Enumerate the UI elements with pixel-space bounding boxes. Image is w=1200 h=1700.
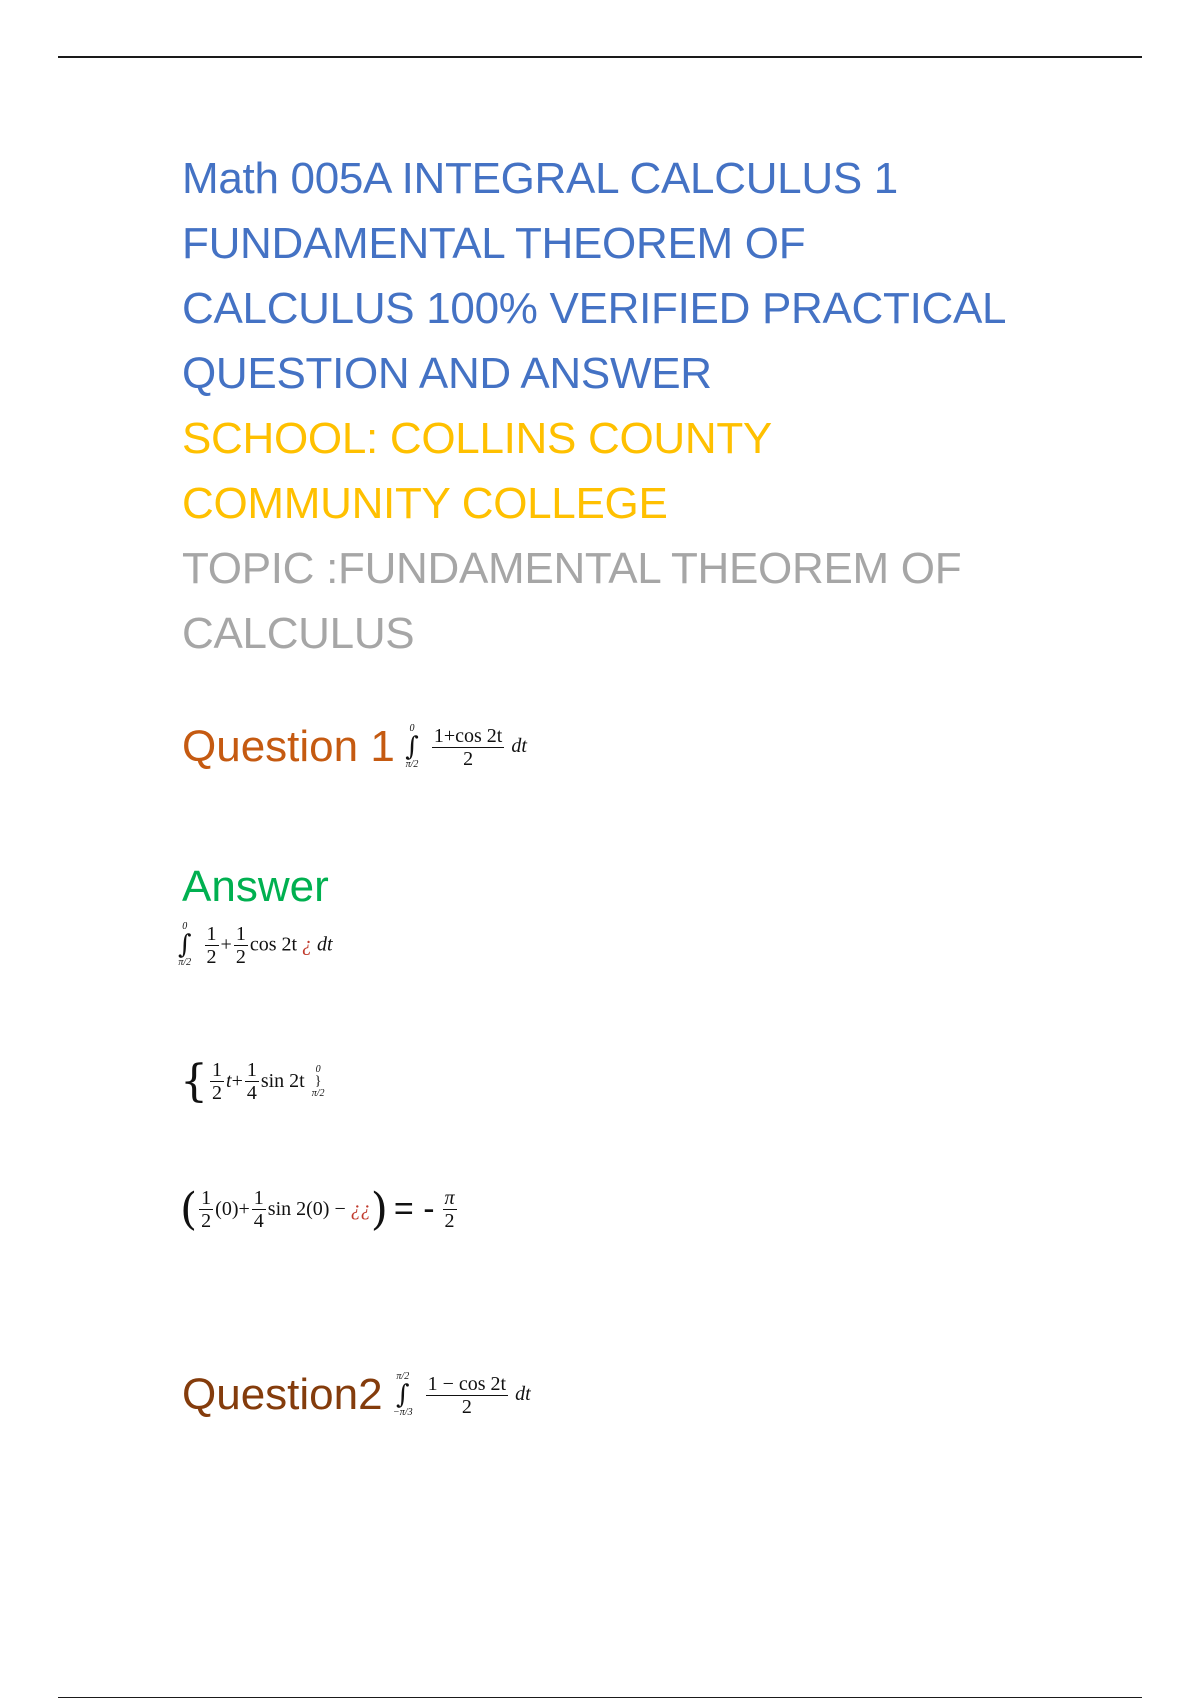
answer-step-2 (180, 1056, 325, 1107)
denominator: 4 (246, 1082, 257, 1104)
glitch-char: ¿ (302, 933, 313, 956)
open-brace: { (180, 1056, 208, 1107)
numerator: 1 (206, 922, 217, 945)
differential: dt (511, 734, 527, 757)
integral-sign: 0 ∫ π/2 (178, 921, 192, 968)
open-paren: ( (180, 1184, 198, 1235)
result-fraction (443, 1187, 457, 1232)
glitch-char: ¿¿ (350, 1198, 371, 1220)
variable: t (226, 1070, 232, 1092)
school-line: SCHOOL: COLLINS COUNTY (182, 414, 772, 463)
upper-limit: 0 (315, 1063, 321, 1075)
plus-sign: + (220, 933, 232, 956)
denominator: 2 (212, 1082, 222, 1104)
numerator: 1 − cos 2t (427, 1372, 507, 1395)
answer-label: Answer (182, 862, 329, 911)
document-title (182, 146, 1082, 406)
lower-limit: π/2 (311, 1087, 325, 1099)
evaluation-bar (312, 1065, 325, 1099)
question-2-label: Question2 (182, 1370, 383, 1419)
lower-limit: −π/3 (393, 1407, 413, 1418)
integrand-fraction (426, 1373, 509, 1418)
school-info (182, 406, 1082, 536)
title-line: QUESTION AND ANSWER (182, 349, 712, 398)
answer-step-3 (180, 1184, 459, 1235)
bottom-rule (58, 1697, 1142, 1698)
denominator: 2 (206, 945, 217, 968)
title-line: CALCULUS 100% VERIFIED PRACTICAL (182, 284, 1007, 333)
numerator: 1+cos 2t (433, 724, 503, 747)
denominator: 2 (235, 945, 246, 968)
topic-line: CALCULUS (182, 609, 415, 658)
lower-limit: π/2 (178, 957, 192, 968)
plus-sign: + (238, 1198, 250, 1220)
fraction (245, 1059, 259, 1104)
sin-term: sin 2t (260, 1070, 305, 1092)
denominator: 2 (201, 1210, 212, 1232)
question-2 (182, 1370, 531, 1420)
document-body (182, 146, 1082, 666)
question-1-expression (399, 723, 527, 770)
integral-sign: 0 ∫ π/2 (405, 723, 419, 770)
fraction (210, 1059, 224, 1104)
denominator: 4 (253, 1210, 264, 1232)
close-paren: ) (370, 1184, 388, 1235)
numerator: 1 (253, 1187, 264, 1209)
denominator: 2 (461, 1395, 472, 1418)
topic-info (182, 536, 1082, 666)
answer-step-1 (178, 922, 333, 968)
question-1 (182, 722, 527, 772)
plus-sign: + (231, 1070, 243, 1092)
zero-term: (0) (215, 1198, 239, 1220)
numerator: 1 (235, 922, 246, 945)
question-1-label: Question 1 (182, 722, 395, 771)
top-rule (58, 56, 1142, 58)
answer-heading (182, 862, 329, 912)
equals-sign: = - (393, 1190, 435, 1228)
upper-limit: 0 (182, 921, 188, 932)
differential: dt (515, 1382, 531, 1405)
bar: } (314, 1073, 322, 1089)
upper-limit: 0 (409, 723, 415, 734)
numerator: π (444, 1187, 455, 1209)
topic-line: TOPIC :FUNDAMENTAL THEOREM OF (182, 544, 962, 593)
denominator: 2 (463, 747, 474, 770)
differential: dt (317, 933, 333, 956)
upper-limit: π/2 (396, 1371, 410, 1382)
question-2-expression (387, 1371, 531, 1418)
sin-term: sin 2(0) − (267, 1198, 346, 1220)
integrand-fraction (432, 725, 505, 770)
fraction (205, 923, 219, 968)
fraction (199, 1187, 213, 1232)
fraction (252, 1187, 266, 1232)
numerator: 1 (246, 1059, 257, 1081)
integral-sign: π/2 ∫ −π/3 (393, 1371, 413, 1418)
school-line: COMMUNITY COLLEGE (182, 479, 668, 528)
fraction (234, 923, 248, 968)
lower-limit: π/2 (405, 759, 419, 770)
denominator: 2 (444, 1210, 455, 1232)
numerator: 1 (201, 1187, 212, 1209)
title-line: FUNDAMENTAL THEOREM OF (182, 219, 806, 268)
cos-term: cos 2t (249, 933, 298, 956)
title-line: Math 005A INTEGRAL CALCULUS 1 (182, 154, 898, 203)
numerator: 1 (212, 1059, 222, 1081)
